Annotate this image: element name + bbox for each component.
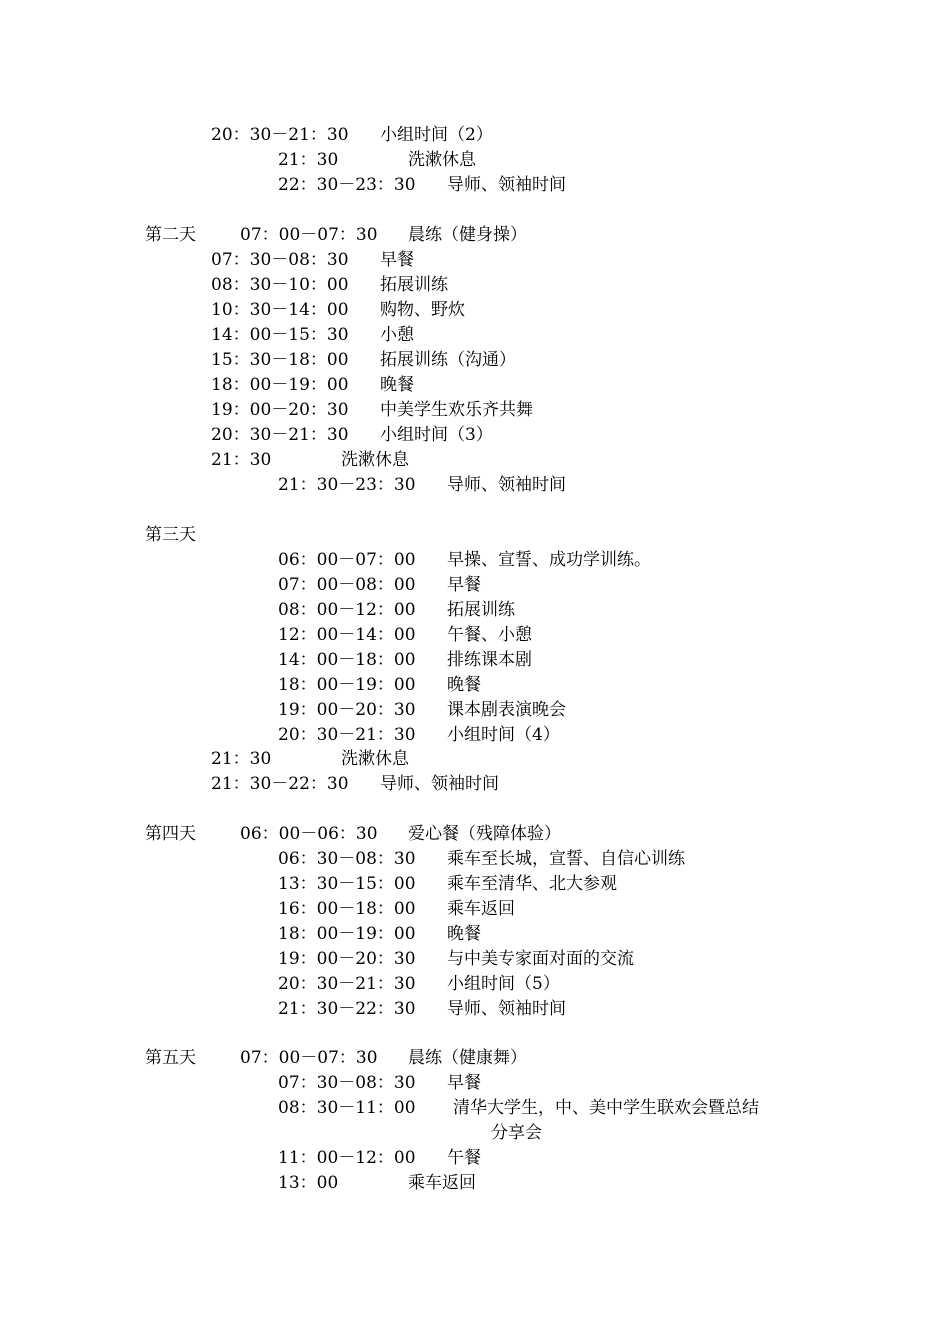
activity: 导师、领袖时间: [447, 999, 566, 1019]
schedule-line: [0, 448, 950, 473]
time-range: 07：00－07：30: [240, 1048, 378, 1068]
schedule-line: [0, 997, 950, 1022]
activity: 乘车返回: [447, 899, 515, 919]
time-range: 11：00－12：00: [278, 1148, 416, 1168]
schedule-line: [0, 972, 950, 997]
schedule-line: [0, 648, 950, 673]
time-range: 07：00－07：30: [240, 225, 378, 245]
activity: 午餐: [447, 1148, 481, 1168]
time-range: 07：30－08：30: [278, 1073, 416, 1093]
day-label: 第四天: [145, 824, 196, 844]
activity: 晚餐: [380, 375, 414, 395]
time-range: 18：00－19：00: [278, 675, 416, 695]
time-range: 08：30－10：00: [211, 275, 349, 295]
activity: 导师、领袖时间: [380, 774, 499, 794]
schedule-line: [0, 922, 950, 947]
time-range: 14：00－18：00: [278, 650, 416, 670]
time-range: 20：30－21：30: [211, 425, 349, 445]
activity: 乘车至长城，宣誓、自信心训练: [447, 849, 685, 869]
activity: 与中美专家面对面的交流: [447, 949, 634, 969]
time-range: 06：30－08：30: [278, 849, 416, 869]
schedule-line: [0, 273, 950, 298]
time-range: 19：00－20：30: [211, 400, 349, 420]
time-range: 14：00－15：30: [211, 325, 349, 345]
time-range: 20：30－21：30: [278, 725, 416, 745]
activity: 晨练（健康舞）: [408, 1048, 527, 1068]
activity: 课本剧表演晚会: [447, 700, 566, 720]
schedule-line: [0, 398, 950, 423]
schedule-line: [0, 223, 950, 248]
schedule-line: [0, 1071, 950, 1096]
schedule-line: [0, 348, 950, 373]
time-range: 20：30－21：30: [211, 125, 349, 145]
schedule-line: [0, 1171, 950, 1196]
activity: 小组时间（2）: [380, 125, 493, 145]
schedule-line: [0, 123, 950, 148]
schedule-line: [0, 947, 950, 972]
schedule-line: [0, 1046, 950, 1071]
time-range: 21：30: [278, 150, 339, 170]
schedule-line: [0, 148, 950, 173]
time-range: 13：30－15：00: [278, 874, 416, 894]
schedule-line: [0, 623, 950, 648]
activity: 早操、宣誓、成功学训练。: [447, 550, 651, 570]
time-range: 07：00－08：00: [278, 575, 416, 595]
time-range: 22：30－23：30: [278, 175, 416, 195]
time-range: 21：30－22：30: [211, 774, 349, 794]
schedule-line: [0, 523, 950, 548]
schedule-line: [0, 673, 950, 698]
activity: 拓展训练: [447, 600, 515, 620]
schedule-line: [0, 847, 950, 872]
time-range: 10：30－14：00: [211, 300, 349, 320]
activity: 小组时间（5）: [447, 974, 560, 994]
time-range: 19：00－20：30: [278, 949, 416, 969]
time-range: 12：00－14：00: [278, 625, 416, 645]
day-label: 第二天: [145, 225, 196, 245]
schedule-line: [0, 1096, 950, 1121]
time-range: 13：00: [278, 1173, 339, 1193]
time-range: 06：00－06：30: [240, 824, 378, 844]
activity: 乘车至清华、北大参观: [447, 874, 617, 894]
activity: 洗漱休息: [341, 450, 409, 470]
schedule-line: [0, 373, 950, 398]
schedule-line: [0, 248, 950, 273]
time-range: 18：00－19：00: [211, 375, 349, 395]
time-range: 07：30－08：30: [211, 250, 349, 270]
time-range: 08：00－12：00: [278, 600, 416, 620]
activity: 早餐: [380, 250, 414, 270]
schedule-line: [0, 897, 950, 922]
time-range: 06：00－07：00: [278, 550, 416, 570]
activity: 导师、领袖时间: [447, 175, 566, 195]
schedule-line: [0, 1146, 950, 1171]
schedule-line: [0, 1121, 950, 1146]
activity: 小憩: [380, 325, 414, 345]
activity: 午餐、小憩: [447, 625, 532, 645]
activity: 小组时间（4）: [447, 725, 560, 745]
activity: 排练课本剧: [447, 650, 532, 670]
schedule-line: [0, 548, 950, 573]
schedule-line: [0, 822, 950, 847]
time-range: 18：00－19：00: [278, 924, 416, 944]
activity: 乘车返回: [408, 1173, 476, 1193]
activity: 清华大学生，中、美中学生联欢会暨总结: [453, 1098, 759, 1118]
schedule-line: [0, 723, 950, 748]
time-range: 19：00－20：30: [278, 700, 416, 720]
time-range: 21：30: [211, 749, 272, 769]
activity: 导师、领袖时间: [447, 475, 566, 495]
time-range: 20：30－21：30: [278, 974, 416, 994]
activity: 洗漱休息: [408, 150, 476, 170]
schedule-line: [0, 573, 950, 598]
schedule-line: [0, 747, 950, 772]
activity-continuation: 分享会: [491, 1123, 542, 1143]
activity: 拓展训练（沟通）: [380, 350, 516, 370]
activity: 中美学生欢乐齐共舞: [380, 400, 533, 420]
time-range: 21：30－23：30: [278, 475, 416, 495]
schedule-line: [0, 323, 950, 348]
schedule-line: [0, 298, 950, 323]
time-range: 08：30－11：00: [278, 1098, 416, 1118]
time-range: 16：00－18：00: [278, 899, 416, 919]
activity: 早餐: [447, 575, 481, 595]
schedule-line: [0, 473, 950, 498]
activity: 洗漱休息: [341, 749, 409, 769]
schedule-line: [0, 772, 950, 797]
schedule-line: [0, 598, 950, 623]
day-label: 第五天: [145, 1048, 196, 1068]
schedule-line: [0, 423, 950, 448]
activity: 早餐: [447, 1073, 481, 1093]
schedule-line: [0, 173, 950, 198]
day-label: 第三天: [145, 525, 196, 545]
schedule-line: [0, 698, 950, 723]
activity: 拓展训练: [380, 275, 448, 295]
time-range: 21：30－22：30: [278, 999, 416, 1019]
activity: 爱心餐（残障体验）: [408, 824, 561, 844]
time-range: 15：30－18：00: [211, 350, 349, 370]
activity: 晚餐: [447, 675, 481, 695]
activity: 购物、野炊: [380, 300, 465, 320]
activity: 晨练（健身操）: [408, 225, 527, 245]
activity: 小组时间（3）: [380, 425, 493, 445]
activity: 晚餐: [447, 924, 481, 944]
time-range: 21：30: [211, 450, 272, 470]
schedule-line: [0, 872, 950, 897]
